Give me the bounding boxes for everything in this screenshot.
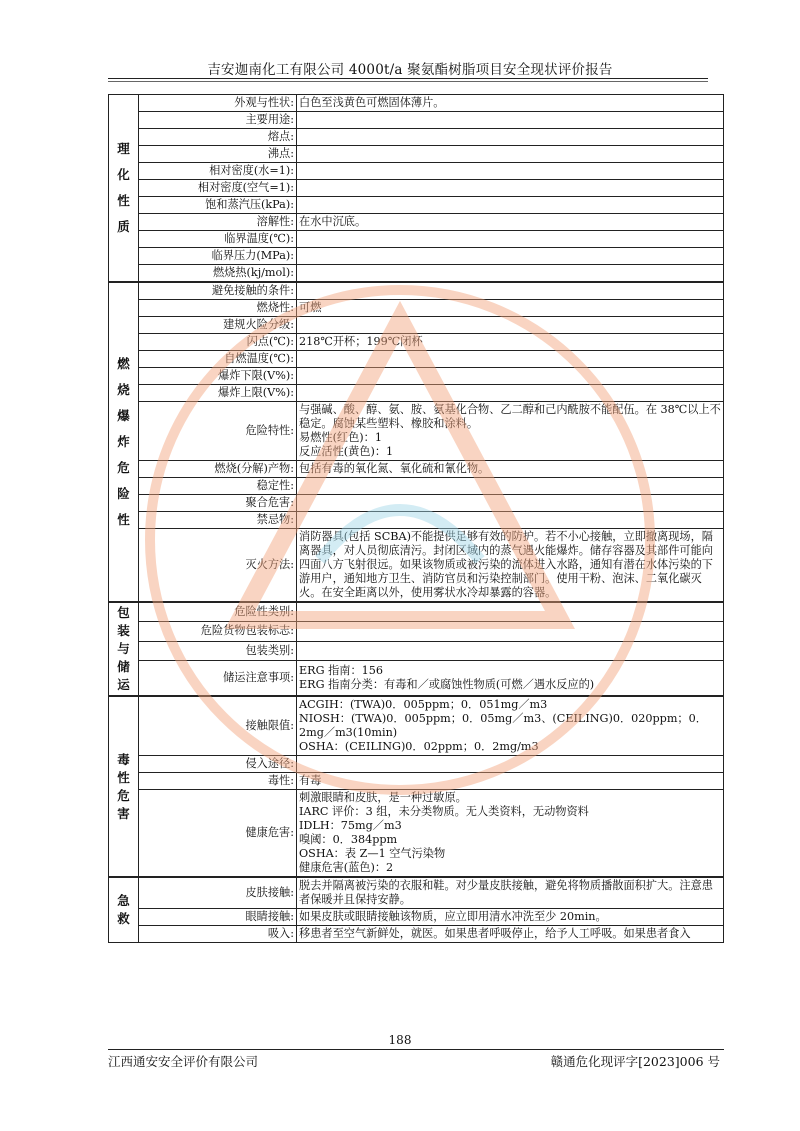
field-label: 爆炸上限(V%): — [139, 385, 297, 402]
table-row — [109, 197, 724, 214]
field-value: ERG 指南：156 ERG 指南分类：有毒和／或腐蚀性物质(可燃／遇水反应的) — [297, 660, 724, 696]
field-label: 临界压力(MPa): — [139, 248, 297, 265]
section-category: 包 装 与 储 运 — [109, 602, 139, 696]
table-row — [109, 402, 724, 461]
field-label: 燃烧热(kj/mol): — [139, 265, 297, 283]
field-label: 外观与性状: — [139, 95, 297, 112]
field-label: 皮肤接触: — [139, 877, 297, 909]
field-label: 避免接触的条件: — [139, 282, 297, 300]
field-label: 包装类别: — [139, 641, 297, 660]
field-label: 危险性类别: — [139, 602, 297, 622]
table-row — [109, 461, 724, 478]
table-row — [109, 248, 724, 265]
table-row — [109, 622, 724, 641]
field-value — [297, 351, 724, 368]
table-row — [109, 146, 724, 163]
table-row — [109, 231, 724, 248]
field-label: 灭火方法: — [139, 529, 297, 603]
field-value: 包括有毒的氧化氮、氧化硫和氰化物。 — [297, 461, 724, 478]
table-row — [109, 790, 724, 878]
header-rule — [108, 78, 708, 79]
field-value — [297, 385, 724, 402]
table-row — [109, 334, 724, 351]
table-row — [109, 214, 724, 231]
footer-doc-number: 赣通危化现评字[2023]006 号 — [550, 1054, 720, 1069]
field-label: 燃烧(分解)产物: — [139, 461, 297, 478]
footer-company: 江西通安安全评价有限公司 — [108, 1054, 259, 1069]
table-row — [109, 282, 724, 300]
table-row — [109, 385, 724, 402]
table-row — [109, 317, 724, 334]
field-label: 储运注意事项: — [139, 660, 297, 696]
field-value: ACGIH：(TWA)0．005ppm；0．051mg／m3 NIOSH：(TWA)0．005ppm；0．05mg／m3、(CEILING)0．020ppm；0．2mg／m3(10min) OSHA：(CEILING)0．02ppm；0．2mg/m3 — [297, 696, 724, 756]
field-label: 禁忌物: — [139, 512, 297, 529]
field-value — [297, 282, 724, 300]
field-label: 聚合危害: — [139, 495, 297, 512]
field-label: 燃烧性: — [139, 300, 297, 317]
table-row — [109, 756, 724, 773]
table-row — [109, 602, 724, 622]
field-value: 218℃开杯；199℃闭杯 — [297, 334, 724, 351]
section-category: 燃 烧 爆 炸 危 险 性 — [109, 282, 139, 602]
field-label: 饱和蒸汽压(kPa): — [139, 197, 297, 214]
field-value — [297, 478, 724, 495]
table-row — [109, 512, 724, 529]
field-value — [297, 512, 724, 529]
table-row — [109, 163, 724, 180]
field-label: 建规火险分级: — [139, 317, 297, 334]
field-value — [297, 163, 724, 180]
field-value: 刺激眼睛和皮肤，是一种过敏原。 IARC 评价：3 组，未分类物质。无人类资料，无动物资料 IDLH：75mg／m3 嗅阈：0．384ppm OSHA：表 Z—1 空气污染物 健康危害(蓝色)：2 — [297, 790, 724, 878]
field-label: 稳定性: — [139, 478, 297, 495]
field-value: 有毒 — [297, 773, 724, 790]
field-label: 自燃温度(℃): — [139, 351, 297, 368]
field-value — [297, 756, 724, 773]
field-value: 如果皮肤或眼睛接触该物质，应立即用清水冲洗至少 20min。 — [297, 909, 724, 926]
field-label: 主要用途: — [139, 112, 297, 129]
field-value — [297, 368, 724, 385]
header-rule-thin — [108, 81, 708, 82]
field-value — [297, 129, 724, 146]
table-row — [109, 529, 724, 603]
field-value — [297, 622, 724, 641]
table-row — [109, 368, 724, 385]
field-label: 熔点: — [139, 129, 297, 146]
field-label: 相对密度(空气=1): — [139, 180, 297, 197]
table-row — [109, 300, 724, 317]
field-label: 危险特性: — [139, 402, 297, 461]
field-label: 爆炸下限(V%): — [139, 368, 297, 385]
table-row — [109, 180, 724, 197]
field-label: 相对密度(水=1): — [139, 163, 297, 180]
field-value: 白色至浅黄色可燃固体薄片。 — [297, 95, 724, 112]
field-value — [297, 197, 724, 214]
table-row — [109, 660, 724, 696]
section-category: 理 化 性 质 — [109, 95, 139, 283]
field-label: 眼睛接触: — [139, 909, 297, 926]
table-row — [109, 696, 724, 756]
field-label: 吸入: — [139, 926, 297, 943]
field-value: 消防器具(包括 SCBA)不能提供足够有效的防护。若不小心接触，立即撤离现场，隔离器具，对人员彻底清污。封闭区域内的蒸气遇火能爆炸。储存容器及其部件可能向四面八方飞射很远。如果该物质或被污染的流体进入水路，通知有潜在水体污染的下游用户，通知地方卫生、消防官员和污染控制部门。使用干粉、泡沫、二氧化碳灭火。在安全距离以外，使用雾状水冷却暴露的容器。 — [297, 529, 724, 603]
table-row — [109, 877, 724, 909]
field-value — [297, 146, 724, 163]
table-row — [109, 351, 724, 368]
field-label: 侵入途径: — [139, 756, 297, 773]
field-label: 危险货物包装标志: — [139, 622, 297, 641]
table-row — [109, 95, 724, 112]
field-value: 与强碱、酸、醇、氨、胺、氨基化合物、乙二醇和己内酰胺不能配伍。在 38℃以上不稳定。腐蚀某些塑料、橡胶和涂料。 易燃性(红色)：1 反应活性(黄色)：1 — [297, 402, 724, 461]
table-row — [109, 926, 724, 943]
field-value — [297, 317, 724, 334]
field-value: 移患者至空气新鲜处，就医。如果患者呼吸停止，给予人工呼吸。如果患者食入 — [297, 926, 724, 943]
field-label: 临界温度(℃): — [139, 231, 297, 248]
field-label: 溶解性: — [139, 214, 297, 231]
section-category: 急 救 — [109, 877, 139, 943]
field-label: 接触限值: — [139, 696, 297, 756]
page-number: 188 — [388, 1033, 412, 1047]
field-value: 脱去并隔离被污染的衣服和鞋。对少量皮肤接触，避免将物质播散面积扩大。注意患者保暖并且保持安静。 — [297, 877, 724, 909]
field-value: 在水中沉底。 — [297, 214, 724, 231]
field-value — [297, 495, 724, 512]
field-value — [297, 180, 724, 197]
table-row — [109, 112, 724, 129]
table-row — [109, 773, 724, 790]
field-value — [297, 265, 724, 283]
footer-rule — [108, 1049, 724, 1050]
table-row — [109, 909, 724, 926]
table-row — [109, 478, 724, 495]
table-row — [109, 495, 724, 512]
table-row — [109, 265, 724, 283]
field-label: 毒性: — [139, 773, 297, 790]
page-header-title: 吉安迦南化工有限公司 4000t/a 聚氨酯树脂项目安全现状评价报告 — [207, 62, 613, 78]
field-value — [297, 231, 724, 248]
field-label: 闪点(℃): — [139, 334, 297, 351]
field-value — [297, 641, 724, 660]
field-value — [297, 602, 724, 622]
field-label: 健康危害: — [139, 790, 297, 878]
table-row — [109, 641, 724, 660]
table-row — [109, 129, 724, 146]
msds-table — [108, 94, 724, 943]
section-category: 毒 性 危 害 — [109, 696, 139, 877]
msds-table-body — [109, 95, 724, 943]
field-value — [297, 112, 724, 129]
field-value: 可燃 — [297, 300, 724, 317]
field-value — [297, 248, 724, 265]
field-label: 沸点: — [139, 146, 297, 163]
